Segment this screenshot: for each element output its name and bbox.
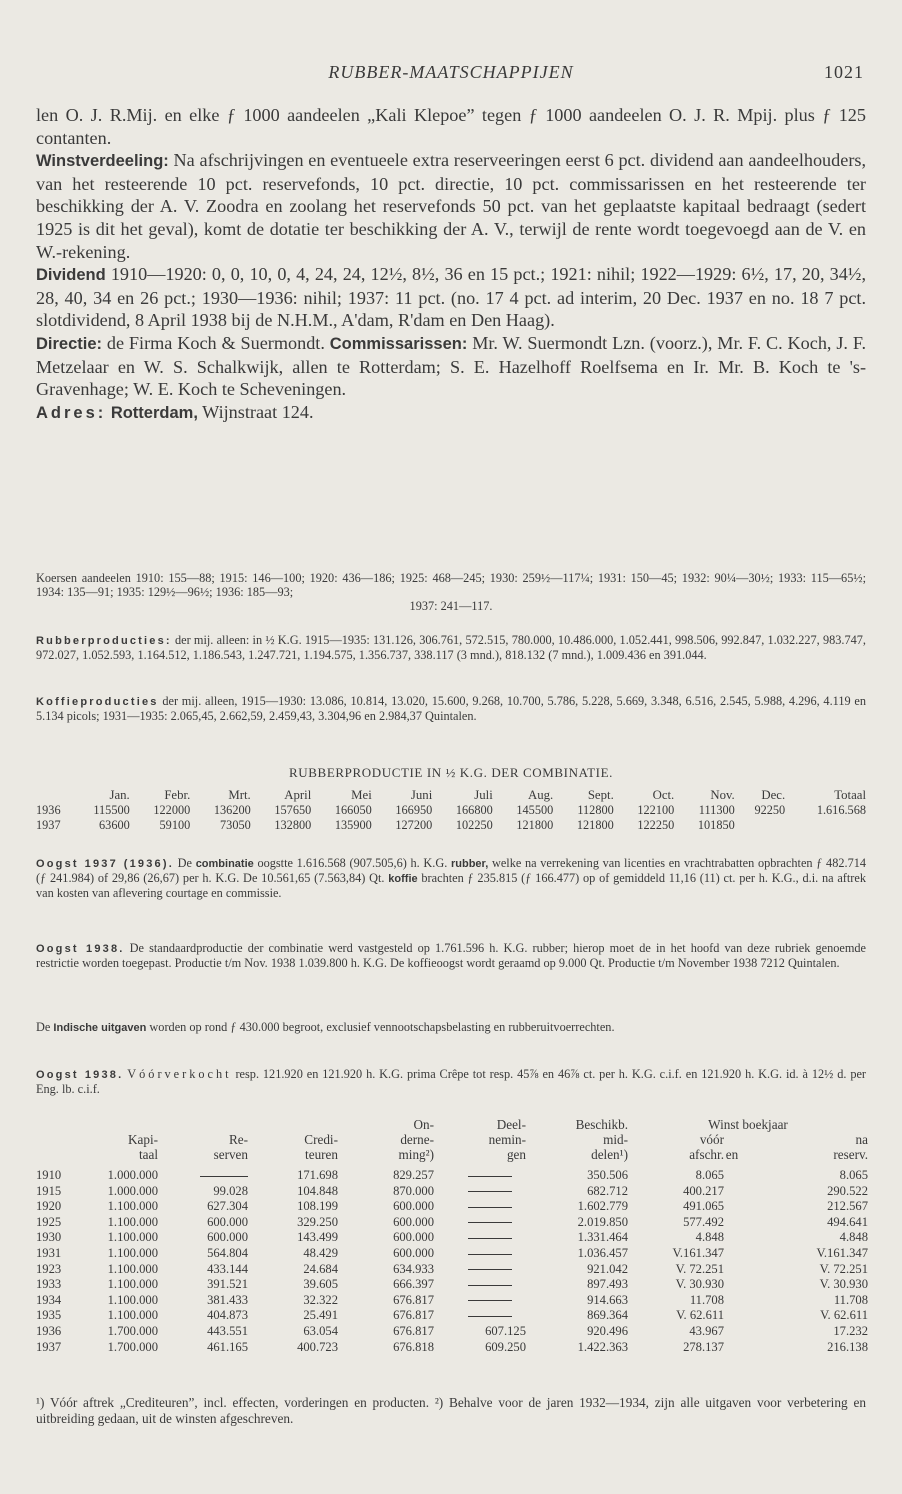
financial-cell-voor: 4.848 [695,1230,724,1245]
header-na-1: na [855,1132,868,1147]
financial-cell-na: 11.708 [833,1292,868,1307]
financial-dash-deelnemingen [434,1262,526,1278]
production-year-header [36,788,70,803]
commissarissen-label: Commissarissen: [329,334,468,353]
header-deelnemingen-3: gen [506,1147,526,1162]
financial-spacer [724,1199,740,1215]
oogst-1937-label: Oogst 1937 (1936). [36,858,174,870]
production-month-header: Juni [410,788,433,802]
financial-cell-crediteuren: 400.723 [297,1339,338,1354]
financial-cell-voor: 11.708 [689,1292,724,1307]
footnote-2: ²) Behalve voor de jaren 1932—1934, zijn alle uitgaven voor verbetering en uitbreiding gedaan, uit de winsten afgeschreven. [36,1395,866,1426]
winstverdeeling-label: Winstverdeeling: [36,152,169,171]
financial-spacer [724,1262,740,1278]
financial-cell-reserven: 391.521 [207,1277,248,1292]
financial-cell-reserven: 443.551 [207,1323,248,1338]
production-cell: 121800 [576,818,614,832]
production-cell: 59100 [159,818,191,832]
footnote-1: ¹) Vóór aftrek „Crediteuren”, incl. effecten, vorderingen en producten. [36,1395,430,1410]
financial-table-row [36,1199,868,1215]
financial-cell-reserven: 461.165 [207,1339,248,1354]
financial-cell-reserven: 381.433 [207,1292,248,1307]
production-cell: 135900 [334,818,372,832]
oogst-1937-text-c: welke na verrekening van licenties en vrachtrabatten opbrachten ƒ 482.714 (ƒ 241.984) of 29,86 (26,67) per h. K.G. De 10.561,65 (7.563,84) Qt. [36,856,867,886]
voorverkocht-block [36,1067,866,1096]
financial-cell-kapitaal: 1.100.000 [107,1214,158,1229]
production-table-row [36,818,866,833]
financial-cell-beschikbaar: 897.493 [587,1277,628,1292]
header-na-2: reserv. [833,1147,868,1162]
production-cell: 122000 [153,803,191,817]
adres-city: Rotterdam, [110,403,198,422]
oogst-1937-text-d: brachten ƒ 235.815 (ƒ 166.477) op of gemiddeld 11,16 (11) ct. per h. K.G., d.i. na aftrek van kosten van aflevering courtage en commissie. [36,871,866,901]
financial-cell-crediteuren: 108.199 [297,1199,338,1214]
financial-cell-crediteuren: 329.250 [297,1214,338,1229]
winstverdeeling-text: Na afschrijvingen en eventueele extra reserveeringen eerst 6 pct. dividend aan aandeelhouders, van het resteerende 10 pct. reservefonds, 10 pct. directie, 10 pct. commissarissen en het resteerende ter beschikking der A. V. Zoodra en zoolang het reservefonds 50 pct. van het geplaatste kapitaal bedraagt (sedert 1925 is dit het geval), komt de dotatie ter beschikking der A. V., terwijl de rente wordt toegevoegd aan de V. en W.-rekening. [36,150,866,262]
koffieproducties-text: der mij. alleen, 1915—1930: 13.086, 10.814, 13.020, 15.600, 9.268, 10.700, 5.786, 5.228, 5.669, 3.348, 6.516, 2.545, 5.988, 4.296, 4.119 en 5.134 picols; 1931—1935: 2.065,45, 2.662,59, 2.459,43, 3.304,96 en 2.984,37 Quintalen. [36,694,866,724]
uitgaven-block [36,1020,866,1035]
running-title: RUBBER-MAATSCHAPPIJEN [328,62,574,82]
production-cell [735,818,785,833]
header-kapitaal-1: Kapi- [127,1132,158,1147]
production-month-header: Oct. [652,788,675,802]
financial-dash-deelnemingen [434,1230,526,1246]
directie-text: de Firma Koch & Suermondt. [106,332,325,353]
financial-cell-reserven: 99.028 [213,1183,248,1198]
production-year: 1937 [36,818,61,832]
financial-cell-na: 290.522 [827,1183,868,1198]
financial-cell-kapitaal: 1.000.000 [107,1183,158,1198]
paragraph-adres [36,401,866,425]
financial-cell-kapitaal: 1.700.000 [107,1323,158,1338]
financial-cell-kapitaal: 1.100.000 [107,1199,158,1214]
uitgaven-label: Indische uitgaven [53,1022,147,1034]
oogst-1937-koffie: koffie [388,873,418,886]
financial-table-row [36,1184,868,1200]
koersen-text: Koersen aandeelen 1910: 155—88; 1915: 146—100; 1920: 436—186; 1925: 468—245; 1930: 259½—117¼; 1931: 150—45; 1932: 90¼—30½; 1933: 115—65½; 1934: 135—91; 1935: 129½—96½; 1936: 185—93; [36,571,866,600]
financial-cell-beschikbaar: 914.663 [587,1292,628,1307]
financial-cell-reserven: 433.144 [207,1261,248,1276]
financial-cell-beschikbaar: 920.496 [587,1323,628,1338]
adres-label: Adres: [36,403,107,422]
financial-year: 1933 [36,1277,62,1292]
production-cell: 1.616.568 [816,803,866,817]
financial-spacer [724,1293,740,1309]
paragraph-winstverdeeling [36,149,866,263]
production-cell: 63600 [99,818,130,832]
financial-cell-crediteuren: 63.054 [303,1323,338,1338]
financial-cell-na: 17.232 [833,1323,868,1338]
financial-spacer [724,1324,740,1340]
financial-table-row [36,1168,868,1184]
financial-dash-deelnemingen [434,1215,526,1231]
financial-cell-na: V. 62.611 [820,1308,868,1323]
financial-cell-kapitaal: 1.000.000 [107,1168,158,1182]
financial-cell-reserven: 600.000 [207,1214,248,1229]
production-month-header: Juli [474,788,493,802]
financial-cell-crediteuren: 32.322 [303,1292,338,1307]
oogst-1937-block [36,856,866,900]
dash-rule [468,1300,512,1301]
financial-cell-deelnemingen: 607.125 [485,1323,526,1338]
financial-cell-ondernemingen: 870.000 [393,1183,434,1198]
financial-cell-beschikbaar: 1.331.464 [577,1230,628,1245]
production-cell: 73050 [220,818,251,832]
financial-cell-kapitaal: 1.100.000 [107,1308,158,1323]
financial-year: 1925 [36,1214,62,1229]
financial-cell-crediteuren: 25.491 [303,1308,338,1323]
financial-cell-crediteuren: 48.429 [303,1245,338,1260]
production-cell: 132800 [274,818,312,832]
financial-cell-ondernemingen: 676.818 [393,1339,434,1354]
dash-rule [468,1176,512,1177]
production-table-block [36,765,866,833]
financial-cell-beschikbaar: 869.364 [587,1308,628,1323]
financial-dash-deelnemingen [434,1308,526,1324]
financial-cell-ondernemingen: 829.257 [393,1168,434,1182]
financial-cell-ondernemingen: 600.000 [393,1230,434,1245]
production-month-header: Nov. [710,788,735,802]
financial-year: 1910 [36,1168,62,1182]
production-month-header: Totaal [834,788,866,802]
production-cell: 101850 [697,818,735,832]
commissarissen-text: Mr. W. Suermondt Lzn. (voorz.), Mr. F. C. Koch, J. F. Metzelaar en W. S. Schalkwijk, allen te Rotterdam; S. E. Hazelhoff Roelfsema en Ir. Mr. B. Koch te 's-Gravenhage; W. E. Koch te Scheveningen. [36,332,867,400]
financial-cell-voor: V.161.347 [672,1245,724,1260]
financial-cell-kapitaal: 1.700.000 [107,1339,158,1354]
production-cell: 111300 [698,803,735,817]
financial-spacer [724,1230,740,1246]
production-cell: 102250 [455,818,493,832]
financial-cell-na: V. 30.930 [819,1277,868,1292]
financial-spacer [724,1215,740,1231]
financial-dash-deelnemingen [434,1277,526,1293]
production-month-header: Sept. [587,788,614,802]
rubberproducties-block [36,633,866,662]
financial-header-row-2 [36,1132,868,1147]
financial-cell-voor: V. 62.611 [676,1308,724,1323]
production-table-title: RUBBERPRODUCTIE IN ½ K.G. DER COMBINATIE. [289,765,613,780]
header-ondernemingen-2: derne- [400,1132,434,1147]
production-cell: 166950 [395,803,433,817]
main-text [36,104,866,424]
header-crediteuren-2: teuren [305,1147,338,1162]
production-cell: 122250 [637,818,675,832]
oogst-1937-rubber: rubber, [450,858,489,870]
financial-dash-deelnemingen [434,1168,526,1184]
production-cell: 127200 [395,818,433,832]
dividend-text: 1910—1920: 0, 0, 10, 0, 4, 24, 24, 12½, 8½, 36 en 15 pct.; 1921: nihil; 1922—1929: 6½, 17, 20, 34½, 28, 40, 34 en 26 pct.; 1930—1936: nihil; 1937: 11 pct. (no. 17 4 pct. ad interim, 20 Dec. 1937 en no. 18 7 pct. slotdividend, 8 April 1938 bij de N.H.M., A'dam, R'dam en Den Haag). [36,264,866,331]
header-reserven-1: Re- [228,1132,248,1147]
financial-cell-kapitaal: 1.100.000 [107,1277,158,1292]
financial-cell-reserven: 627.304 [207,1199,248,1214]
header-beschikbaar-3: delen¹) [591,1147,628,1162]
header-voor-1: vóór [699,1132,724,1147]
financial-cell-voor: 278.137 [683,1339,724,1354]
financial-header-row-3 [36,1147,868,1162]
financial-cell-beschikbaar: 1.036.457 [577,1245,628,1260]
koersen-block [36,571,866,613]
dividend-label: Dividend [36,266,106,285]
financial-year: 1934 [36,1292,62,1307]
running-head [36,62,866,86]
financial-cell-crediteuren: 171.698 [297,1168,338,1182]
header-deelnemingen-2: nemin- [488,1132,526,1147]
financial-table-row [36,1246,868,1262]
financial-dash-deelnemingen [434,1293,526,1309]
production-cell: 112800 [577,803,614,817]
financial-cell-beschikbaar: 682.712 [587,1183,628,1198]
financial-cell-voor: V. 30.930 [675,1277,724,1292]
financial-table-row [36,1230,868,1246]
financial-cell-crediteuren: 104.848 [297,1183,338,1198]
header-reserven-2: serven [213,1147,248,1162]
production-month-header: Jan. [109,788,130,802]
dash-rule [468,1316,512,1317]
voorverkocht-label: Vóórverkocht [127,1067,232,1081]
financial-cell-voor: 400.217 [683,1183,724,1198]
financial-cell-kapitaal: 1.100.000 [107,1292,158,1307]
financial-year: 1936 [36,1323,62,1338]
directie-label: Directie: [36,334,103,353]
paragraph-directie [36,332,866,401]
production-cell: 122100 [637,803,675,817]
financial-table-row [36,1324,868,1340]
page-number: 1021 [824,62,864,82]
financial-cell-beschikbaar: 2.019.850 [577,1214,628,1229]
financial-cell-crediteuren: 143.499 [297,1230,338,1245]
uitgaven-text-b: worden op rond ƒ 430.000 begroot, exclusief vennootschapsbelasting en rubberuitvoerrechten. [149,1020,615,1034]
financial-table-row [36,1215,868,1231]
production-cell: 115500 [93,803,130,817]
header-ondernemingen-3: ming²) [398,1147,434,1162]
financial-cell-na: 4.848 [839,1230,868,1245]
header-deelnemingen-1: Deel- [496,1117,526,1132]
financial-dash-deelnemingen [434,1184,526,1200]
financial-cell-crediteuren: 39.605 [303,1277,338,1292]
financial-cell-reserven: 564.804 [207,1245,248,1260]
financial-cell-reserven: 600.000 [207,1230,248,1245]
voorverkocht-text: resp. 121.920 en 121.920 h. K.G. prima Crêpe tot resp. 45⅞ en 46⅞ ct. per h. K.G. c.i.f. en 121.920 h. K.G. id. à 12½ d. per Eng. lb. c.i.f. [36,1067,867,1097]
oogst-1937-text-b: oogstte 1.616.568 (907.505,6) h. K.G. [257,856,448,870]
financial-cell-ondernemingen: 666.397 [393,1277,434,1292]
footnotes [36,1395,866,1426]
financial-spacer [724,1340,740,1356]
financial-cell-deelnemingen: 609.250 [485,1339,526,1354]
production-cell: 166800 [455,803,493,817]
financial-cell-crediteuren: 24.684 [303,1261,338,1276]
adres-street: Wijnstraat 124. [202,401,314,422]
voorverkocht-oogst-label: Oogst 1938. [36,1069,124,1081]
financial-cell-ondernemingen: 676.817 [393,1292,434,1307]
financial-cell-na: 212.567 [827,1199,868,1214]
financial-dash-deelnemingen [434,1246,526,1262]
financial-cell-na: 216.138 [827,1339,868,1354]
header-kapitaal-2: taal [138,1147,158,1162]
financial-spacer [724,1246,740,1262]
koffieproducties-label: Koffieproducties [36,696,159,708]
dash-rule [200,1176,248,1177]
financial-year: 1930 [36,1230,62,1245]
header-beschikbaar-2: mid- [603,1132,628,1147]
uitgaven-text-a: De [36,1020,51,1034]
header-voor-2: afschr. [689,1147,724,1162]
paragraph-dividend [36,263,866,332]
oogst-1938-label: Oogst 1938. [36,943,125,955]
financial-cell-kapitaal: 1.100.000 [107,1261,158,1276]
financial-year: 1915 [36,1183,62,1198]
production-cell: 157650 [274,803,312,817]
header-crediteuren-1: Credi- [304,1132,338,1147]
header-winst-group: Winst boekjaar [708,1117,788,1132]
financial-cell-beschikbaar: 1.422.363 [577,1339,628,1354]
oogst-1938-block [36,941,866,970]
production-table-header [36,788,866,803]
financial-cell-beschikbaar: 921.042 [587,1261,628,1276]
financial-year: 1920 [36,1199,62,1214]
koersen-last: 1937: 241—117. [409,599,493,614]
oogst-1937-text-a: De [177,856,193,870]
financial-spacer [724,1308,740,1324]
financial-cell-voor: 8.065 [695,1168,724,1182]
header-beschikbaar-1: Beschikb. [575,1117,628,1132]
financial-table-row [36,1262,868,1278]
dash-rule [468,1207,512,1208]
financial-spacer [724,1184,740,1200]
financial-cell-ondernemingen: 600.000 [393,1214,434,1229]
financial-table-block [36,1117,866,1355]
financial-cell-reserven: 404.873 [207,1308,248,1323]
oogst-1937-combinatie: combinatie [195,858,254,870]
production-cell: 166050 [334,803,372,817]
financial-cell-na: V. 72.251 [819,1261,868,1276]
financial-year: 1923 [36,1261,62,1276]
production-cell: 136200 [213,803,251,817]
financial-year: 1931 [36,1245,62,1260]
dash-rule [468,1191,512,1192]
production-cell: 92250 [754,803,786,817]
rubberproducties-text: der mij. alleen: in ½ K.G. 1915—1935: 131.126, 306.761, 572.515, 780.000, 10.486.000, 1.052.441, 998.506, 992.847, 1.032.227, 983.747, 972.027, 1.052.593, 1.164.512, 1.186.543, 1.247.721, 1.194.575, 1.356.737, 338.117 (3 mnd.), 818.132 (7 mnd.), 1.009.436 en 391.044. [36,633,866,663]
financial-year: 1935 [36,1308,62,1323]
financial-cell-na: 8.065 [839,1168,868,1182]
oogst-1938-text: De standaardproductie der combinatie werd vastgesteld op 1.761.596 h. K.G. rubber; hierop moet de in het hoofd van deze rubriek genoemde restrictie worden toegepast. Productie t/m Nov. 1938 1.039.800 h. K.G. De koffieoogst wordt geraamd op 9.000 Qt. Productie t/m November 1938 7212 Quintalen. [36,941,867,971]
dash-rule [468,1285,512,1286]
financial-year: 1937 [36,1339,62,1354]
financial-cell-beschikbaar: 350.506 [587,1168,628,1182]
financial-cell-ondernemingen: 676.817 [393,1323,434,1338]
koffieproducties-block [36,694,866,723]
financial-cell-na: 494.641 [827,1214,868,1229]
financial-cell-kapitaal: 1.100.000 [107,1245,158,1260]
financial-cell-kapitaal: 1.100.000 [107,1230,158,1245]
dash-rule [468,1269,512,1270]
financial-cell-ondernemingen: 676.817 [393,1308,434,1323]
financial-dash-reserven [158,1168,248,1184]
production-cell: 121800 [516,818,554,832]
production-month-header: Febr. [164,788,191,802]
financial-table-row [36,1293,868,1309]
financial-dash-deelnemingen [434,1199,526,1215]
financial-cell-voor: V. 72.251 [675,1261,724,1276]
rubberproducties-label: Rubberproducties: [36,635,172,647]
financial-cell-voor: 491.065 [683,1199,724,1214]
financial-cell-voor: 577.492 [683,1214,724,1229]
dash-rule [468,1254,512,1255]
production-year: 1936 [36,803,61,817]
financial-cell-ondernemingen: 634.933 [393,1261,434,1276]
financial-table [36,1117,868,1355]
dash-rule [468,1222,512,1223]
production-cell [785,818,866,833]
financial-table-row [36,1340,868,1356]
production-cell: 145500 [516,803,554,817]
financial-cell-voor: 43.967 [689,1323,724,1338]
production-month-header: Mei [351,788,372,802]
financial-cell-ondernemingen: 600.000 [393,1245,434,1260]
financial-cell-beschikbaar: 1.602.779 [577,1199,628,1214]
production-month-header: April [284,788,312,802]
paragraph-exchange: len O. J. R.Mij. en elke ƒ 1000 aandeelen „Kali Klepoe” tegen ƒ 1000 aandeelen O. J. R. Mpij. plus ƒ 125 contanten. [36,105,866,148]
financial-cell-ondernemingen: 600.000 [393,1199,434,1214]
header-ondernemingen-1: On- [413,1117,434,1132]
production-table [36,788,866,833]
financial-spacer [724,1168,740,1184]
financial-spacer [724,1277,740,1293]
header-en: en [725,1147,739,1162]
financial-table-row [36,1308,868,1324]
financial-cell-na: V.161.347 [816,1245,868,1260]
production-month-header: Dec. [761,788,786,802]
production-month-header: Aug. [528,788,554,802]
production-month-header: Mrt. [228,788,251,802]
production-table-row [36,803,866,818]
dash-rule [468,1238,512,1239]
financial-table-row [36,1277,868,1293]
financial-header-row-1 [36,1117,868,1132]
